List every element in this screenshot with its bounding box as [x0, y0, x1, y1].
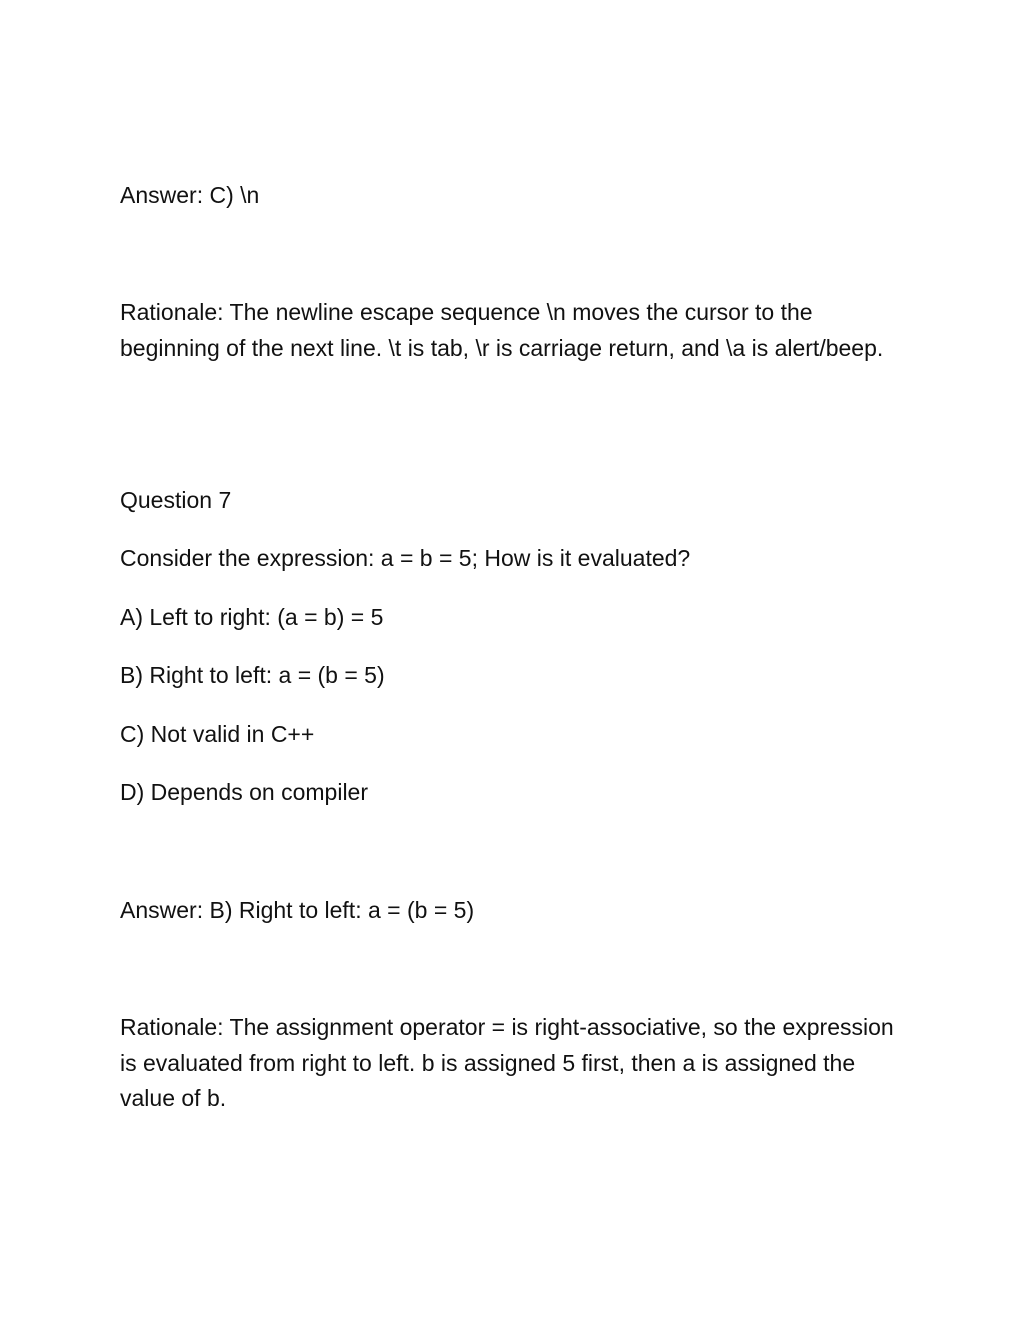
- answer-text: Answer: C) \n: [120, 182, 260, 208]
- answer-text: Answer: B) Right to left: a = (b = 5): [120, 897, 475, 923]
- option-d: D) Depends on compiler: [120, 779, 369, 805]
- rationale-text: Rationale: The newline escape sequence \n moves the cursor to the beginning of the next line. \t is tab, \r is carriage return, and \a is alert/beep.: [120, 299, 884, 361]
- question-prompt: Consider the expression: a = b = 5; How is it evaluated?: [120, 545, 691, 571]
- rationale-text: Rationale: The assignment operator = is right-associative, so the expression is evaluated from right to left. b is assigned 5 first, then a is assigned the value of b.: [120, 1014, 894, 1111]
- option-c: C) Not valid in C++: [120, 721, 315, 747]
- question-title: Question 7: [120, 487, 232, 513]
- option-a: A) Left to right: (a = b) = 5: [120, 604, 384, 630]
- option-b: B) Right to left: a = (b = 5): [120, 662, 385, 688]
